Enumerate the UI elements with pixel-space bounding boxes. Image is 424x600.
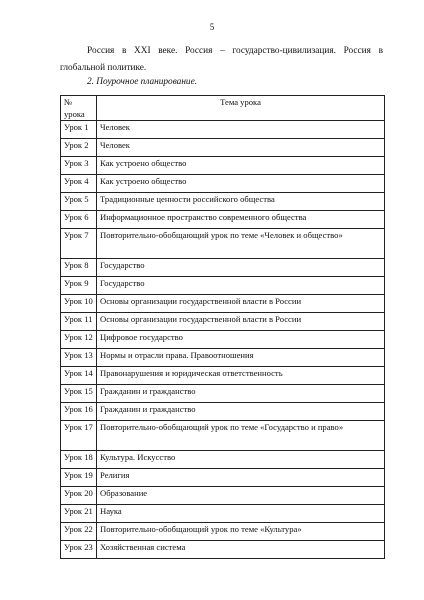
lesson-number-cell: Урок 16 <box>61 403 97 421</box>
table-row <box>61 229 385 259</box>
lesson-topic-cell: Человек <box>97 121 385 139</box>
table-row <box>61 487 385 505</box>
table-row <box>61 541 385 559</box>
lesson-number-cell: Урок 2 <box>61 139 97 157</box>
table-row <box>61 451 385 469</box>
lesson-number-cell: Урок 22 <box>61 523 97 541</box>
lesson-topic-cell: Как устроено общество <box>97 157 385 175</box>
lesson-number-cell: Урок 15 <box>61 385 97 403</box>
column-header-lesson-topic: Тема урока <box>97 96 385 121</box>
table-row <box>61 295 385 313</box>
lesson-number-cell: Урок 3 <box>61 157 97 175</box>
lesson-topic-cell: Культура. Искусство <box>97 451 385 469</box>
lesson-number-cell: Урок 8 <box>61 259 97 277</box>
table-row <box>61 523 385 541</box>
lesson-topic-cell: Цифровое государство <box>97 331 385 349</box>
lesson-topic-cell: Правонарушения и юридическая ответственность <box>97 367 385 385</box>
table-row <box>61 157 385 175</box>
lesson-topic-cell: Нормы и отрасли права. Правоотношения <box>97 349 385 367</box>
lesson-topic-cell: Государство <box>97 277 385 295</box>
lesson-topic-cell: Традиционные ценности российского общества <box>97 193 385 211</box>
table-row <box>61 421 385 451</box>
lesson-topic-cell: Наука <box>97 505 385 523</box>
lesson-topic-cell: Гражданин и гражданство <box>97 385 385 403</box>
table-row <box>61 469 385 487</box>
lesson-topic-cell: Государство <box>97 259 385 277</box>
table-row <box>61 313 385 331</box>
lesson-number-cell: Урок 14 <box>61 367 97 385</box>
table-row <box>61 121 385 139</box>
lesson-number-cell: Урок 21 <box>61 505 97 523</box>
lesson-topic-cell: Хозяйственная система <box>97 541 385 559</box>
table-header-row <box>61 96 385 121</box>
lesson-topic-cell: Человек <box>97 139 385 157</box>
table-row <box>61 403 385 421</box>
column-header-lesson-number: № урока <box>61 96 97 121</box>
lesson-number-cell: Урок 23 <box>61 541 97 559</box>
lesson-number-cell: Урок 13 <box>61 349 97 367</box>
lesson-number-cell: Урок 5 <box>61 193 97 211</box>
lesson-topic-cell: Повторительно-обобщающий урок по теме «Человек и общество» <box>97 229 385 259</box>
lesson-topic-cell: Основы организации государственной власти в России <box>97 295 385 313</box>
lesson-number-cell: Урок 6 <box>61 211 97 229</box>
lesson-number-cell: Урок 9 <box>61 277 97 295</box>
lesson-number-cell: Урок 11 <box>61 313 97 331</box>
table-row <box>61 175 385 193</box>
section-heading: 2. Поурочное планирование. <box>87 77 198 87</box>
table-row <box>61 331 385 349</box>
lesson-number-cell: Урок 10 <box>61 295 97 313</box>
table-row <box>61 385 385 403</box>
lesson-number-cell: Урок 17 <box>61 421 97 451</box>
lesson-topic-cell: Основы организации государственной власти в России <box>97 313 385 331</box>
table-row <box>61 367 385 385</box>
lesson-topic-cell: Религия <box>97 469 385 487</box>
page-number: 5 <box>209 22 215 32</box>
lesson-number-cell: Урок 12 <box>61 331 97 349</box>
lesson-topic-cell: Гражданин и гражданство <box>97 403 385 421</box>
table-row <box>61 259 385 277</box>
table-row <box>61 211 385 229</box>
intro-paragraph: Россия в XXI веке. Россия – государство-цивилизация. Россия в глобальной политике. <box>60 46 383 73</box>
lesson-number-cell: Урок 18 <box>61 451 97 469</box>
lesson-number-cell: Урок 20 <box>61 487 97 505</box>
lesson-number-cell: Урок 7 <box>61 229 97 259</box>
lesson-number-cell: Урок 1 <box>61 121 97 139</box>
table-row <box>61 505 385 523</box>
lesson-number-cell: Урок 4 <box>61 175 97 193</box>
table-row <box>61 349 385 367</box>
table-row <box>61 139 385 157</box>
table-row <box>61 277 385 295</box>
lesson-topic-cell: Повторительно-обобщающий урок по теме «Государство и право» <box>97 421 385 451</box>
lesson-topic-cell: Повторительно-обобщающий урок по теме «Культура» <box>97 523 385 541</box>
lesson-topic-cell: Как устроено общество <box>97 175 385 193</box>
lesson-number-cell: Урок 19 <box>61 469 97 487</box>
lesson-plan-table <box>60 95 385 559</box>
lesson-topic-cell: Информационное пространство современного общества <box>97 211 385 229</box>
lesson-topic-cell: Образование <box>97 487 385 505</box>
table-row <box>61 193 385 211</box>
